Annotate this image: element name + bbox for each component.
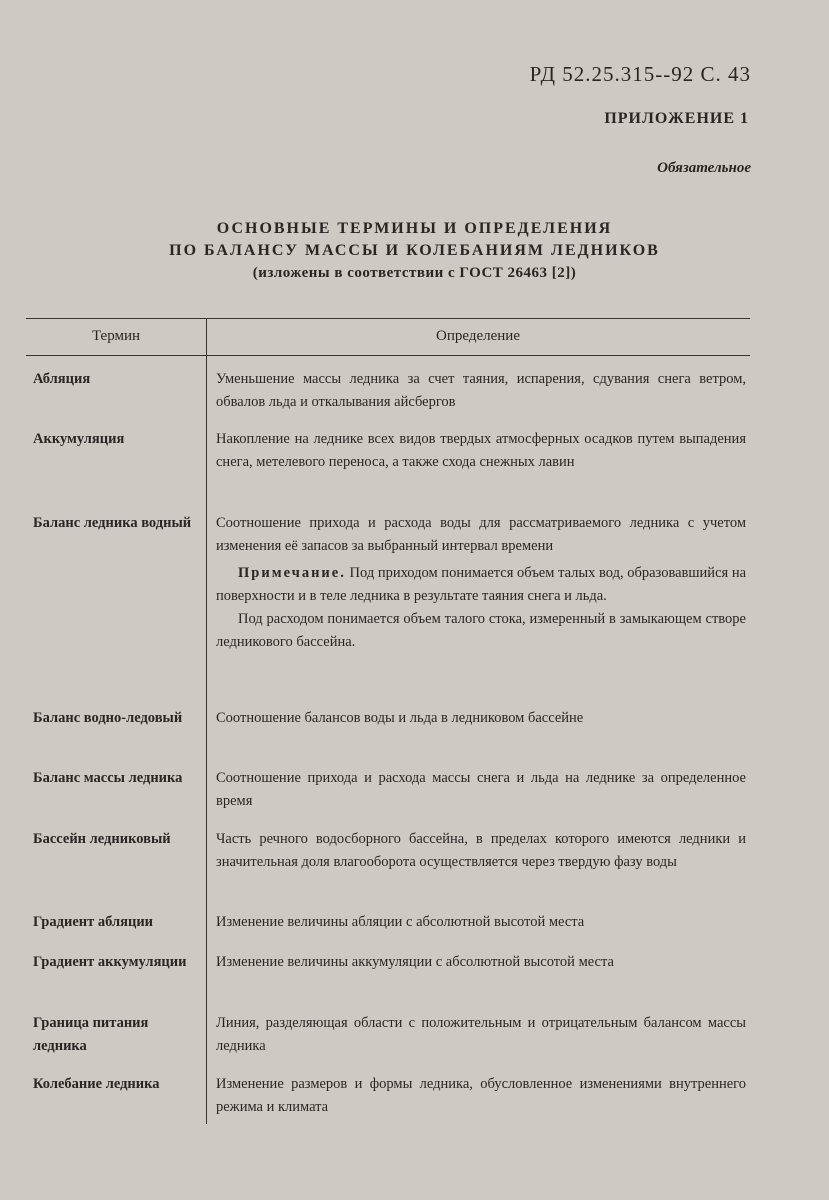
note-label: Примечание. — [238, 565, 346, 581]
column-header-term: Термин — [91, 328, 141, 344]
term-water-ice-balance: Баланс водно-ледовый — [33, 710, 183, 726]
appendix-label: ПРИЛОЖЕНИЕ 1 — [604, 110, 749, 127]
note-text-2: Под расходом понимается объем талого стока, измеренный в замыкающем створе ледникового бассейна. — [216, 611, 746, 650]
definition-water-ice-balance: Соотношение балансов воды и льда в ледниковом бассейне — [216, 710, 584, 726]
table-column-divider — [206, 318, 207, 1124]
definition-ablation-gradient: Изменение величины абляции с абсолютной высотой места — [216, 914, 585, 930]
table-header-rule — [26, 355, 750, 356]
term-ablation: Абляция — [33, 371, 91, 387]
table-top-rule — [26, 318, 750, 319]
page-title — [0, 218, 829, 284]
definition-ablation: Уменьшение массы ледника за счет таяния, испарения, сдувания снега ветром, обвалов льда и откалывания айсбергов — [216, 371, 746, 410]
definition-glacier-fluctuation: Изменение размеров и формы ледника, обусловленное изменениями внутреннего режима и климата — [216, 1076, 746, 1115]
term-glacier-basin: Бассейн ледниковый — [33, 831, 171, 847]
term-water-balance: Баланс ледника водный — [33, 515, 192, 531]
document-reference: РД 52.25.315--92 С. 43 — [529, 62, 751, 86]
definition-accumulation-gradient: Изменение величины аккумуляции с абсолютной высотой места — [216, 954, 614, 970]
definition-water-balance-text: Соотношение прихода и расхода воды для рассматриваемого ледника с учетом изменения её запасов за выбранный интервал времени — [216, 515, 746, 554]
mandatory-label: Обязательное — [657, 160, 751, 176]
term-ablation-gradient: Градиент абляции — [33, 914, 154, 930]
column-header-definition: Определение — [436, 328, 520, 344]
term-accumulation-gradient: Градиент аккумуляции — [33, 954, 187, 970]
definition-feeding-boundary: Линия, разделяющая области с положительным и отрицательным балансом массы ледника — [216, 1015, 746, 1054]
definition-accumulation: Накопление на леднике всех видов твердых атмосферных осадков путем выпадения снега, метелевого переноса, а также схода снежных лавин — [216, 431, 746, 470]
term-feeding-boundary: Граница питания ледника — [33, 1015, 149, 1054]
term-mass-balance: Баланс массы ледника — [33, 770, 183, 786]
note-text-1: Под приходом понимается объем талых вод, образовавшийся на поверхности и в теле ледника в результате таяния снега и льда. — [216, 565, 747, 604]
title-line-3: (изложены в соответствии с ГОСТ 26463 [2]) — [252, 265, 577, 281]
term-glacier-fluctuation: Колебание ледника — [33, 1076, 160, 1092]
title-line-2: ПО БАЛАНСУ МАССЫ И КОЛЕБАНИЯМ ЛЕДНИКОВ — [169, 242, 660, 259]
note-paragraph — [216, 562, 746, 608]
term-accumulation: Аккумуляция — [33, 431, 125, 447]
definition-glacier-basin: Часть речного водосборного бассейна, в пределах которого имеются ледники и значительная доля влагооборота осуществляется через твердую фазу воды — [216, 831, 746, 870]
title-line-1: ОСНОВНЫЕ ТЕРМИНЫ И ОПРЕДЕЛЕНИЯ — [216, 220, 613, 237]
definition-water-balance — [216, 512, 746, 654]
definition-mass-balance: Соотношение прихода и расхода массы снега и льда на леднике за определенное время — [216, 770, 746, 809]
